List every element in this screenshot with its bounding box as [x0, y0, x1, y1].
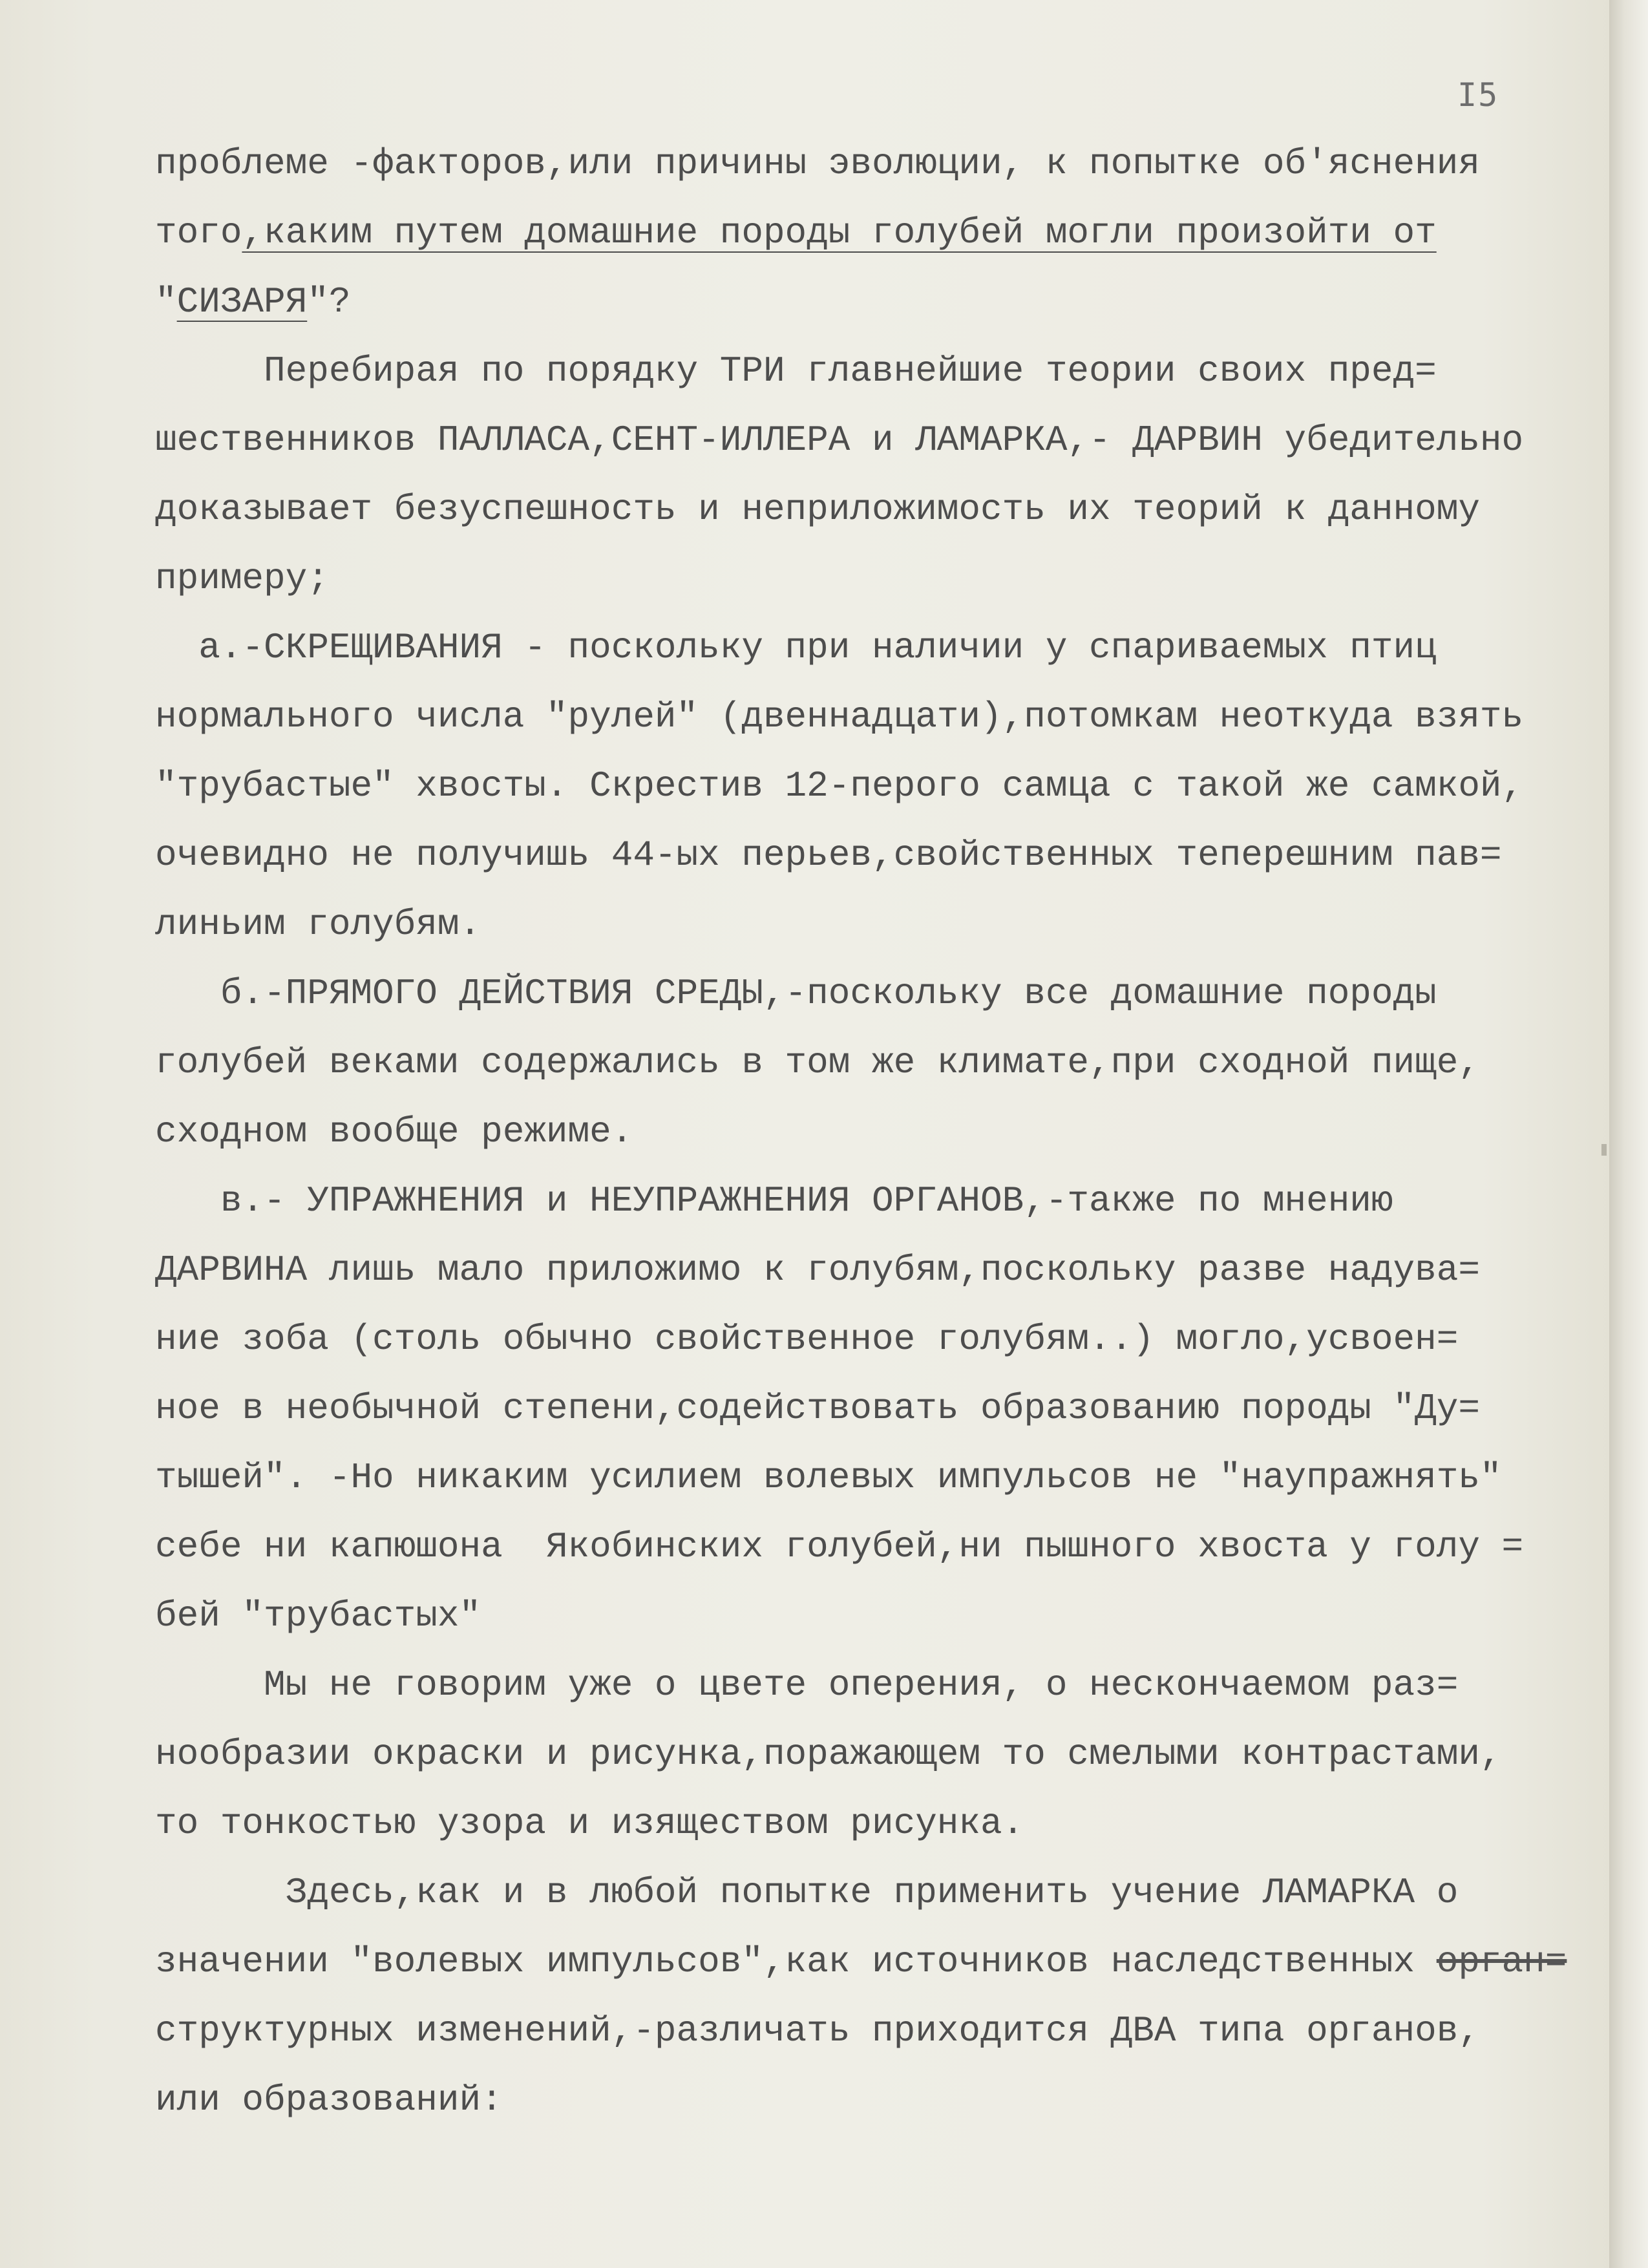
page-number: I5 — [1457, 76, 1499, 114]
struck-out-word: орган= — [1436, 1941, 1567, 1982]
paper-blemish — [1601, 1144, 1607, 1156]
typewritten-text — [155, 129, 1567, 2135]
text-line — [155, 1927, 1567, 1997]
text-line: а.-СКРЕЩИВАНИЯ - поскольку при наличии у спариваемых птиц — [155, 627, 1437, 668]
underlined-word: СИЗАРЯ — [176, 281, 308, 323]
text-line: линьим голубям. — [155, 904, 481, 945]
close-quote: "? — [307, 281, 351, 323]
underlined-phrase: ,каким путем домашние породы голубей могли произойти от — [242, 212, 1437, 253]
text-line: то тонкостью узора и изяществом рисунка. — [155, 1803, 1024, 1844]
text-line: проблеме -факторов,или причины эволюции, к попытке об'яснения — [155, 143, 1480, 184]
text-line: "трубастые" хвосты. Скрестив 12-перого самца с такой же самкой, — [155, 765, 1524, 807]
line-text: значении "волевых импульсов",как источников наследственных — [155, 1941, 1437, 1982]
text-line: ДАРВИНА лишь мало приложимо к голубям,поскольку разве надува= — [155, 1249, 1480, 1291]
text-line: нормального числа "рулей" (двеннадцати),потомкам неоткуда взять — [155, 696, 1524, 737]
text-line: бей "трубастых" — [155, 1595, 481, 1637]
text-line-underlined — [155, 198, 1532, 268]
text-line: шественников ПАЛЛАСА,СЕНТ-ИЛЛЕРА и ЛАМАРКА,- ДАРВИН убедительно — [155, 419, 1524, 461]
text-line: сходном вообще режиме. — [155, 1111, 633, 1152]
text-line: доказывает безуспешность и неприложимость их теорий к данному — [155, 489, 1480, 530]
text-line: структурных изменений,-различать приходится ДВА типа органов, — [155, 2010, 1480, 2051]
open-quote: " — [155, 281, 177, 323]
text-line: Здесь,как и в любой попытке применить учение ЛАМАРКА о — [155, 1872, 1459, 1913]
text-line: примеру; — [155, 558, 329, 599]
text-line: ное в необычной степени,содействовать образованию породы "Ду= — [155, 1388, 1480, 1429]
line-start: того — [155, 212, 242, 253]
page-edge — [1609, 0, 1648, 2268]
text-line: тышей". -Но никаким усилием волевых импульсов не "наупражнять" — [155, 1457, 1502, 1498]
text-line: себе ни капюшона Якобинских голубей,ни пышного хвоста у голу = — [155, 1526, 1524, 1567]
text-line: ние зоба (столь обычно свойственное голубям..) могло,усвоен= — [155, 1319, 1459, 1360]
text-line: очевидно не получишь 44-ых перьев,свойственных теперешним пав= — [155, 834, 1502, 876]
text-line: или образований: — [155, 2079, 503, 2121]
text-line-underlined — [155, 268, 1532, 337]
text-line: в.- УПРАЖНЕНИЯ и НЕУПРАЖНЕНИЯ ОРГАНОВ,-также по мнению — [155, 1180, 1393, 1222]
text-line: Мы не говорим уже о цвете оперения, о нескончаемом раз= — [155, 1664, 1459, 1706]
text-line: голубей веками содержались в том же климате,при сходной пище, — [155, 1042, 1480, 1083]
text-line: б.-ПРЯМОГО ДЕЙСТВИЯ СРЕДЫ,-поскольку все домашние породы — [155, 973, 1437, 1014]
text-line: нообразии окраски и рисунка,поражающем то смелыми контрастами, — [155, 1733, 1502, 1775]
text-line: Перебирая по порядку ТРИ главнейшие теории своих пред= — [155, 350, 1437, 392]
